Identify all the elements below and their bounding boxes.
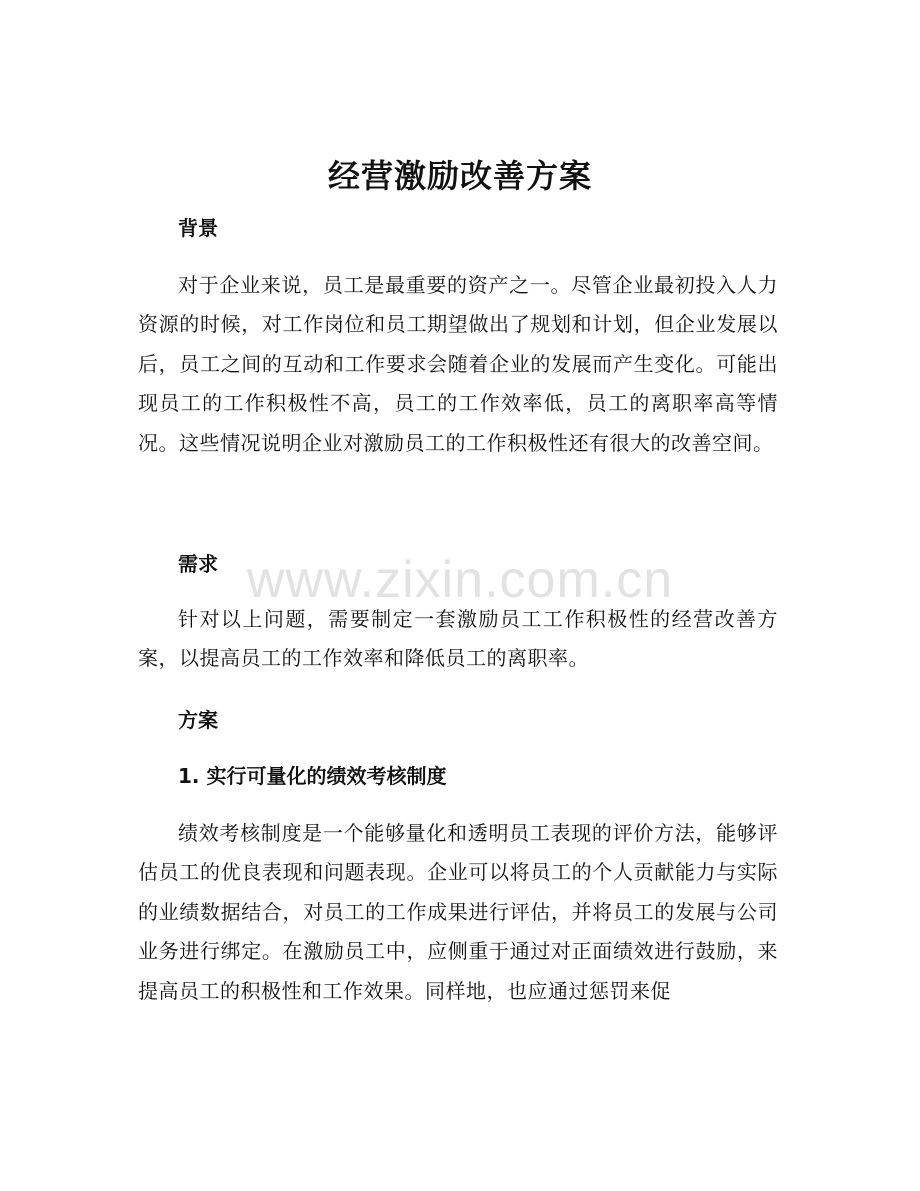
section-heading-background: 背景	[178, 216, 218, 240]
section-heading-plan: 方案	[178, 708, 218, 732]
paragraph-needs: 针对以上问题，需要制定一套激励员工工作积极性的经营改善方案，以提高员工的工作效率和降低员工的离职率。	[138, 607, 778, 671]
document-title: 经营激励改善方案	[327, 157, 592, 195]
paragraph-background: 对于企业来说，员工是最重要的资产之一。尽管企业最初投入人力资源的时候，对工作岗位和员工期望做出了规划和计划，但企业发展以后，员工之间的互动和工作要求会随着企业的发展而产生变化。可能出现员工的工作积极性不高，员工的工作效率低，员工的离职率高等情况。这些情况说明企业对激励员工的工作积极性还有很大的改善空间。	[138, 273, 778, 455]
watermark-text: www.zixin.com.cn	[246, 551, 674, 609]
paragraph-performance: 绩效考核制度是一个能够量化和透明员工表现的评价方法，能够评估员工的优良表现和问题表现。企业可以将员工的个人贡献能力与实际的业绩数据结合，对员工的工作成果进行评估，并将员工的发展与公司业务进行绑定。在激励员工中，应侧重于通过对正面绩效进行鼓励，来提高员工的积极性和工作效果。同样地，也应通过惩罚来促	[138, 821, 778, 1003]
subsection-heading-performance: 1. 实行可量化的绩效考核制度	[178, 764, 447, 788]
section-heading-needs: 需求	[178, 552, 218, 576]
